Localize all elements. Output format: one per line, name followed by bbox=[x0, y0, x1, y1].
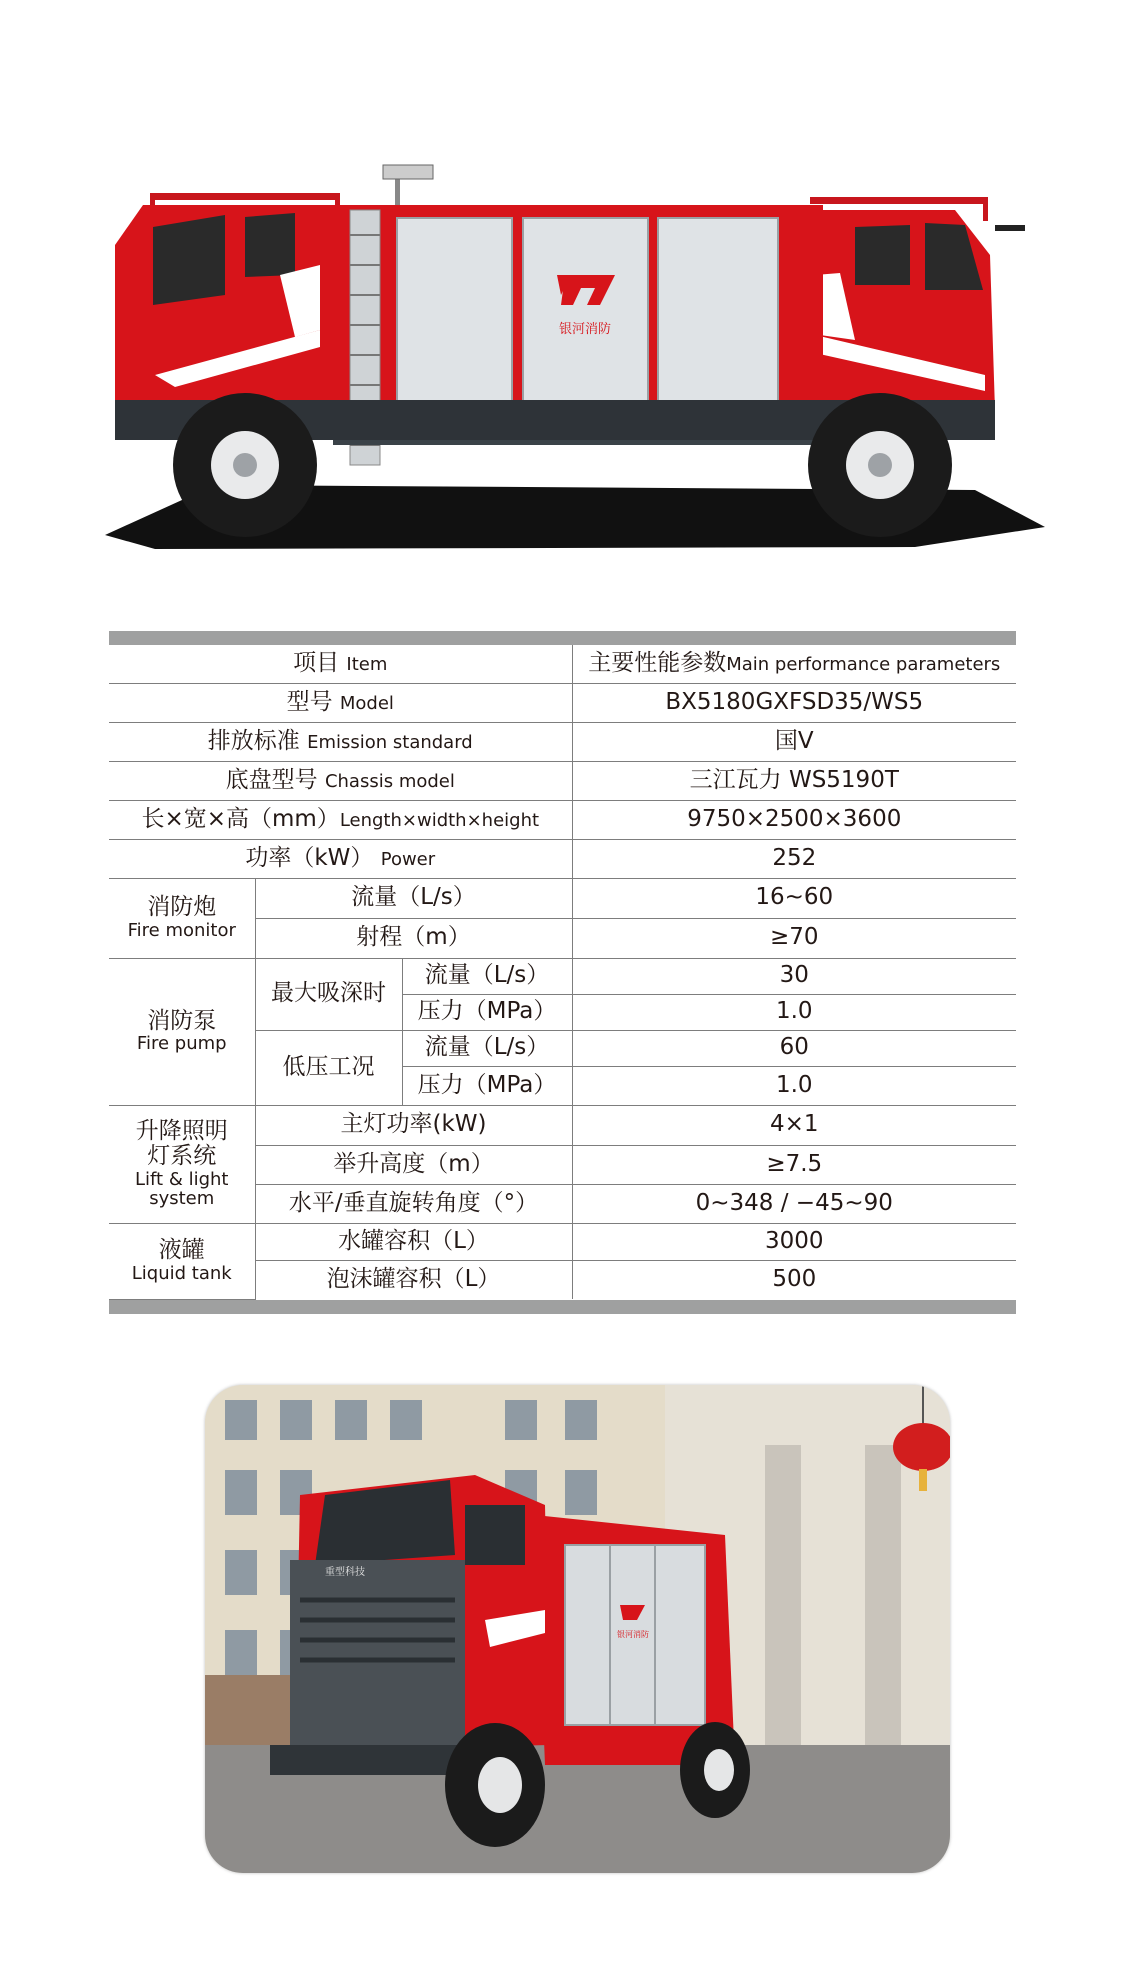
row-value: 0~348 / −45~90 bbox=[572, 1184, 1016, 1223]
lighting-cn-line2: 灯系统 bbox=[147, 1143, 217, 1170]
row-label-cn: 长×宽×高（mm） bbox=[141, 805, 340, 832]
row-label: 压力（MPa） bbox=[402, 994, 572, 1030]
fire-monitor-cn: 消防炮 bbox=[147, 894, 217, 921]
low-pressure-label: 低压工况 bbox=[255, 1030, 402, 1105]
row-label bbox=[109, 839, 572, 878]
row-value: 16~60 bbox=[572, 878, 1016, 918]
table-top-bar bbox=[109, 631, 1016, 645]
lighting-group bbox=[109, 1105, 255, 1223]
row-value: 1.0 bbox=[572, 1066, 1016, 1105]
row-label: 举升高度（m） bbox=[255, 1145, 572, 1184]
tank-cn: 液罐 bbox=[158, 1237, 205, 1264]
row-label-en: Emission standard bbox=[307, 731, 473, 753]
fire-truck-photo-illustration bbox=[205, 1385, 950, 1873]
header-item-cn: 项目 bbox=[293, 650, 340, 677]
fire-monitor-en: Fire monitor bbox=[127, 919, 236, 941]
fire-pump-en: Fire pump bbox=[136, 1033, 227, 1055]
fire-truck-side-view bbox=[95, 155, 1065, 550]
header-item-en: Item bbox=[346, 654, 388, 676]
photo-rear-wheel bbox=[680, 1722, 750, 1818]
table-row bbox=[109, 683, 1016, 722]
lighting-cn-line1: 升降照明 bbox=[135, 1117, 228, 1144]
tank-group bbox=[109, 1223, 255, 1299]
table-row bbox=[109, 722, 1016, 761]
row-label-en: Chassis model bbox=[324, 770, 455, 792]
row-label-en: Power bbox=[380, 848, 436, 870]
max-suction-label: 最大吸深时 bbox=[255, 958, 402, 1030]
row-value: 60 bbox=[572, 1030, 1016, 1066]
row-value: 国Ⅴ bbox=[572, 722, 1016, 761]
row-label-cn: 底盘型号 bbox=[225, 766, 318, 793]
table-header-row bbox=[109, 645, 1016, 683]
table-row bbox=[109, 1223, 1016, 1260]
spec-table-container bbox=[109, 631, 1016, 1314]
tank-en: Liquid tank bbox=[131, 1262, 232, 1284]
fire-pump-cn: 消防泵 bbox=[147, 1007, 217, 1034]
table-bottom-bar bbox=[109, 1300, 1016, 1314]
fire-truck-photo bbox=[205, 1385, 950, 1873]
row-value: 9750×2500×3600 bbox=[572, 800, 1016, 839]
row-label-en: Length×width×height bbox=[339, 809, 540, 831]
row-value: 500 bbox=[572, 1260, 1016, 1299]
table-row bbox=[109, 839, 1016, 878]
door-logo-text: 银河消防 bbox=[558, 322, 612, 337]
lighting-en-line1: Lift & light bbox=[135, 1168, 229, 1190]
row-label: 流量（L/s） bbox=[402, 1030, 572, 1066]
row-value: 252 bbox=[572, 839, 1016, 878]
row-label bbox=[109, 761, 572, 800]
photo-door-logo-text: 银河消防 bbox=[617, 1630, 649, 1639]
row-label: 压力（MPa） bbox=[402, 1066, 572, 1105]
row-label: 水罐容积（L） bbox=[255, 1223, 572, 1260]
rear-wheel bbox=[173, 393, 317, 537]
row-label-cn: 型号 bbox=[286, 688, 333, 715]
header-item bbox=[109, 645, 572, 683]
lighting-en-line2: system bbox=[149, 1188, 215, 1210]
header-params-cn: 主要性能参数 bbox=[588, 650, 727, 677]
row-label-en: Model bbox=[339, 692, 394, 714]
row-value: ≥70 bbox=[572, 918, 1016, 958]
photo-cab-badge: 重型科技 bbox=[325, 1567, 365, 1578]
table-row bbox=[109, 878, 1016, 918]
row-label: 流量（L/s） bbox=[255, 878, 572, 918]
row-value: 1.0 bbox=[572, 994, 1016, 1030]
table-row bbox=[109, 800, 1016, 839]
row-label bbox=[109, 683, 572, 722]
row-label: 水平/垂直旋转角度（°） bbox=[255, 1184, 572, 1223]
row-value: 30 bbox=[572, 958, 1016, 994]
row-label bbox=[109, 800, 572, 839]
spec-table bbox=[109, 645, 1016, 1300]
row-label-cn: 功率（kW） bbox=[245, 844, 374, 871]
header-params bbox=[572, 645, 1016, 683]
fire-pump-group bbox=[109, 958, 255, 1105]
row-label-cn: 排放标准 bbox=[207, 727, 300, 754]
row-label: 泡沫罐容积（L） bbox=[255, 1260, 572, 1299]
roller-shutter-doors bbox=[397, 218, 778, 413]
header-params-en: Main performance parameters bbox=[726, 654, 1001, 676]
row-value: ≥7.5 bbox=[572, 1145, 1016, 1184]
row-value: BX5180GXFSD35/WS5 bbox=[572, 683, 1016, 722]
fire-monitor-group bbox=[109, 878, 255, 958]
row-label: 流量（L/s） bbox=[402, 958, 572, 994]
row-value: 三江瓦力 WS5190T bbox=[572, 761, 1016, 800]
table-row bbox=[109, 761, 1016, 800]
row-label bbox=[109, 722, 572, 761]
photo-truck-grille bbox=[290, 1560, 465, 1745]
row-value: 4×1 bbox=[572, 1105, 1016, 1145]
row-value: 3000 bbox=[572, 1223, 1016, 1260]
photo-front-wheel bbox=[445, 1723, 545, 1847]
row-label: 主灯功率(kW) bbox=[255, 1105, 572, 1145]
table-row bbox=[109, 958, 1016, 994]
front-wheel bbox=[808, 393, 952, 537]
row-label: 射程（m） bbox=[255, 918, 572, 958]
table-row bbox=[109, 1105, 1016, 1145]
